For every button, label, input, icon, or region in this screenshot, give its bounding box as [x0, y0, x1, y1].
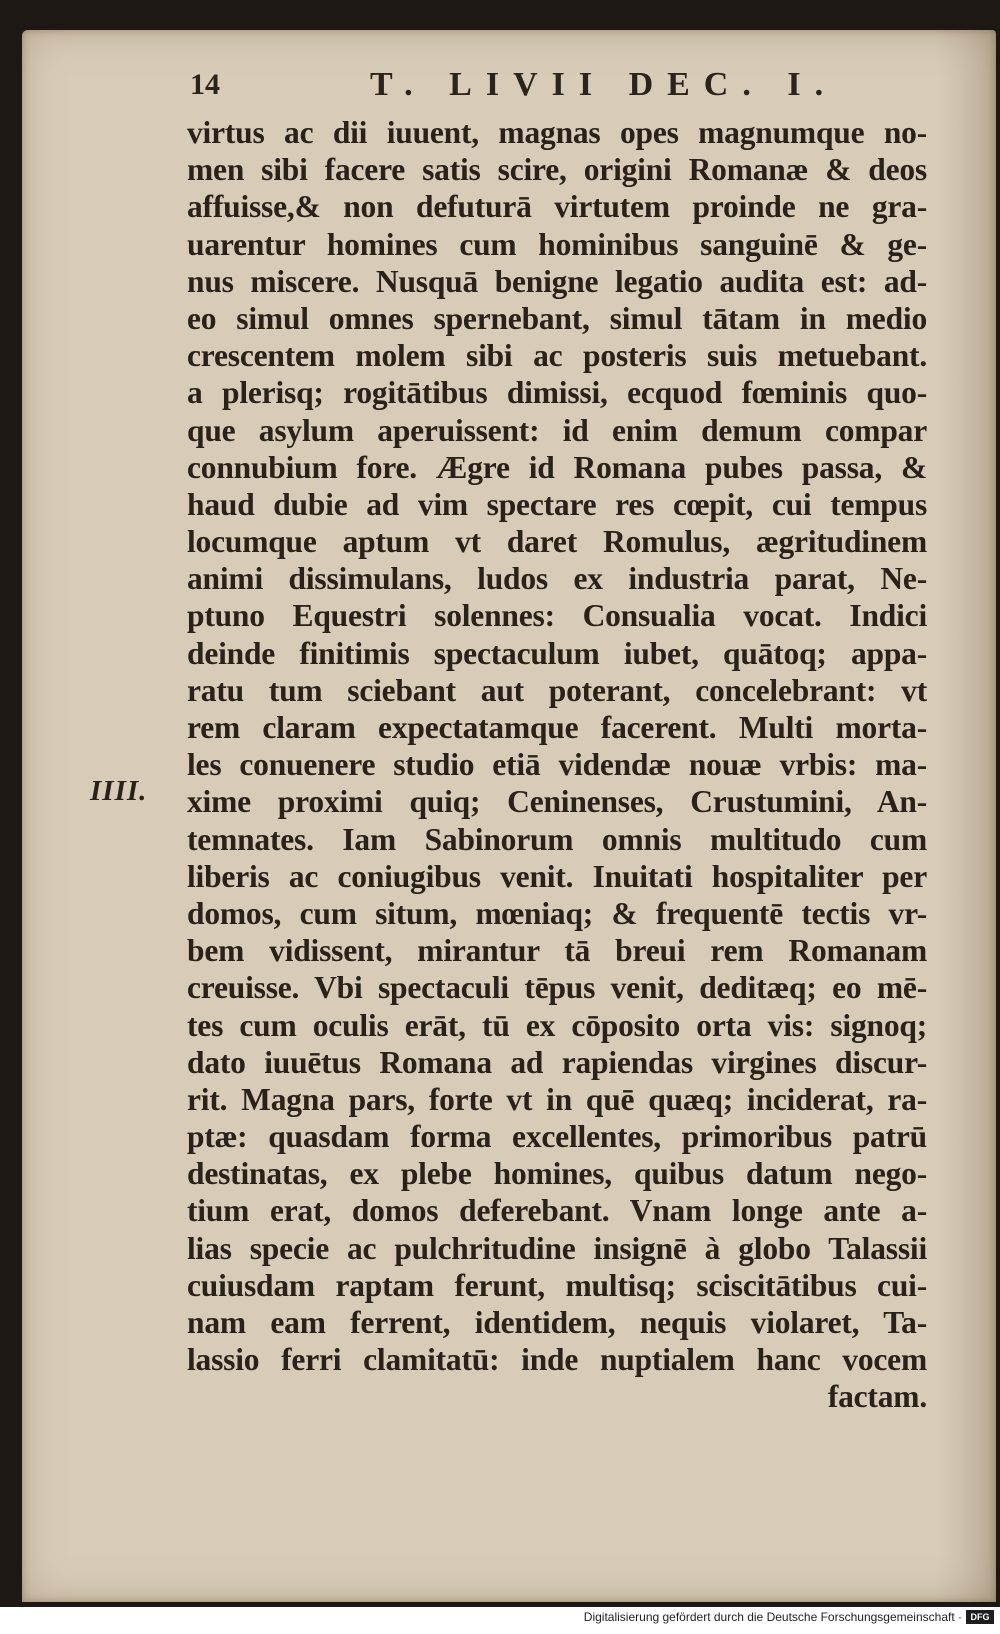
text-line: dato iuuētus Romana ad rapiendas virgines discur-	[187, 1044, 927, 1080]
text-line: uarentur homines cum hominibus sanguinē & ge-	[187, 226, 927, 262]
footer-bar	[0, 1607, 1000, 1634]
text-line: ratu tum sciebant aut poterant, concelebrant: vt	[187, 672, 927, 708]
body-text	[187, 114, 927, 1416]
text-line: haud dubie ad vim spectare res cœpit, cui tempus	[187, 486, 927, 522]
text-line: ptæ: quasdam forma excellentes, primoribus patrū	[187, 1119, 927, 1155]
text-line: rit. Magna pars, forte vt in quē quæq; inciderat, ra-	[187, 1081, 927, 1117]
text-line: nus miscere. Nusquā benigne legatio audita est: ad-	[187, 263, 927, 299]
text-line: deinde finitimis spectaculum iubet, quātoq; appa-	[187, 635, 927, 671]
text-line: factam.	[827, 1379, 927, 1415]
text-line: a plerisq; rogitātibus dimissi, ecquod fœminis quo-	[187, 375, 927, 411]
text-line: domos, cum situm, mœniaq; & frequentē tectis vr-	[187, 895, 927, 931]
text-line: ptuno Equestri solennes: Consualia vocat. Indici	[187, 598, 927, 634]
text-line: destinatas, ex plebe homines, quibus datum nego-	[187, 1156, 927, 1192]
text-line: temnates. Iam Sabinorum omnis multitudo cum	[187, 821, 927, 857]
text-line: creuisse. Vbi spectaculi tēpus venit, deditæq; eo mē-	[187, 970, 927, 1006]
page-number: 14	[190, 68, 220, 101]
running-title: T. LIVII DEC. I.	[370, 66, 838, 103]
text-line: tium erat, domos deferebant. Vnam longe ante a-	[187, 1193, 927, 1229]
text-line: connubium fore. Ægre id Romana pubes passa, &	[187, 449, 927, 485]
text-line: nam eam ferrent, identidem, nequis violaret, Ta-	[187, 1305, 927, 1340]
text-line: virtus ac dii iuuent, magnas opes magnumque no-	[187, 115, 927, 150]
margin-chapter-number: IIII.	[90, 775, 148, 807]
text-line: lias specie ac pulchritudine insignē à globo Talassii	[187, 1230, 927, 1266]
funding-credit: Digitalisierung gefördert durch die Deutsche Forschungsgemeinschaft ·	[583, 1610, 962, 1624]
text-line: bem vidissent, mirantur tā breui rem Romanam	[187, 933, 927, 969]
text-line: tes cum oculis erāt, tū ex cōposito orta vis: signoq;	[187, 1007, 927, 1043]
text-line: eo simul omnes spernebant, simul tātam in medio	[187, 300, 927, 336]
text-line: animi dissimulans, ludos ex industria parat, Ne-	[187, 561, 927, 597]
running-head	[190, 68, 910, 108]
text-line: liberis ac coniugibus venit. Inuitati hospitaliter per	[187, 858, 927, 894]
text-line: crescentem molem sibi ac posteris suis metuebant.	[187, 338, 927, 374]
text-line: que asylum aperuissent: id enim demum compar	[187, 412, 927, 448]
text-line: affuisse,& non defuturā virtutem proinde ne gra-	[187, 189, 927, 225]
text-line: men sibi facere satis scire, origini Romanæ & deos	[187, 152, 927, 188]
text-line: lassio ferri clamitatū: inde nuptialem hanc vocem	[187, 1342, 927, 1378]
text-line: les conuenere studio etiā videndæ nouæ vrbis: ma-	[187, 747, 927, 783]
text-line: xime proximi quiq; Ceninenses, Crustumini, An-	[187, 784, 927, 820]
text-line: cuiusdam raptam ferunt, multisq; sciscitātibus cui-	[187, 1267, 927, 1303]
dfg-logo: DFG	[966, 1610, 994, 1624]
text-line: locumque aptum vt daret Romulus, ægritudinem	[187, 524, 927, 560]
text-line: rem claram expectatamque facerent. Multi morta-	[187, 710, 927, 745]
